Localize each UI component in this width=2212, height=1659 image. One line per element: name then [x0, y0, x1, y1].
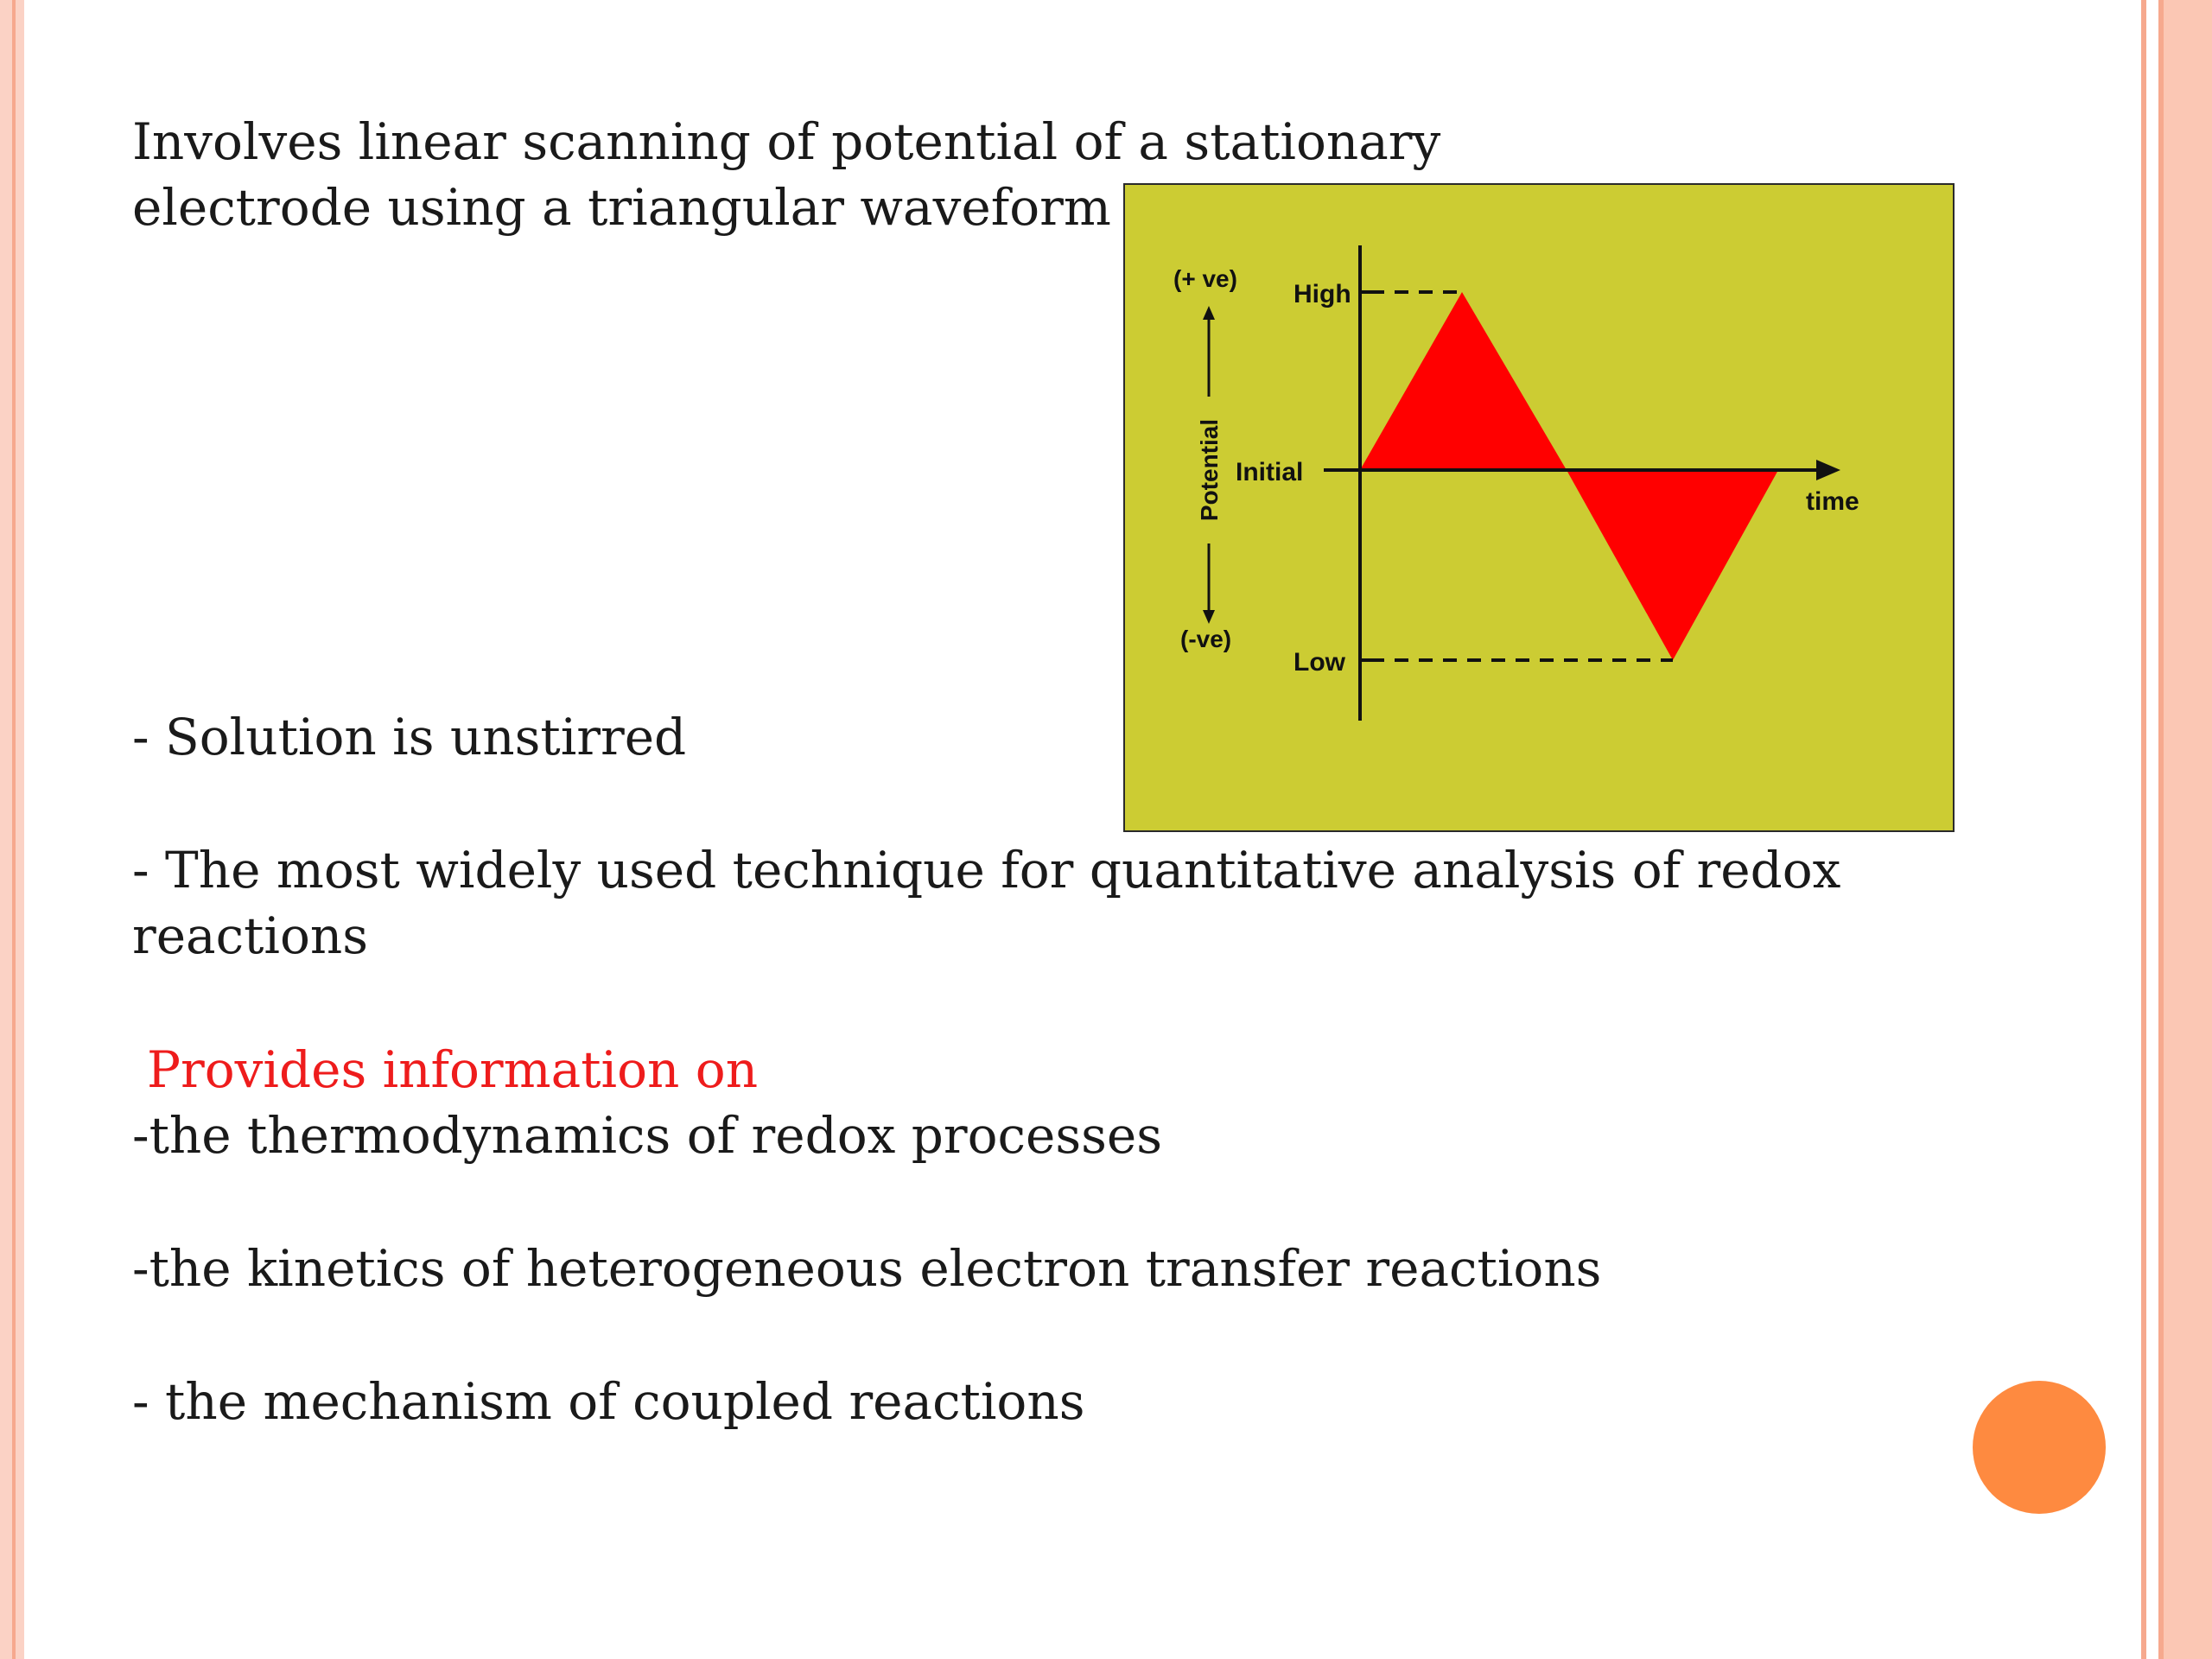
info-heading: Provides information on [147, 1040, 759, 1099]
waveform-positive-lobe [1360, 292, 1567, 470]
negative-polarity-label: (-ve) [1180, 626, 1232, 652]
potential-axis-title: Potential [1196, 418, 1223, 522]
info-item-kinetics: -the kinetics of heterogeneous electron transfer reactions [132, 1239, 1602, 1298]
decorative-orange-circle [1973, 1381, 2106, 1514]
left-border-line [12, 0, 16, 1659]
waveform-diagram [1125, 185, 1953, 830]
level-high-label: High [1294, 280, 1351, 308]
bullet-unstirred: - Solution is unstirred [132, 708, 687, 766]
intro-line-1: Involves linear scanning of potential of a stationary [132, 112, 1441, 171]
right-border-stripe [2158, 0, 2164, 1659]
time-axis-label: time [1806, 487, 1859, 516]
info-item-mechanism: - the mechanism of coupled reactions [132, 1372, 1085, 1431]
bullet-technique-line-2: reactions [132, 906, 369, 965]
level-initial-label: Initial [1236, 458, 1304, 486]
triangular-waveform-figure [1123, 183, 1955, 832]
positive-polarity-label: (+ ve) [1173, 265, 1237, 292]
potential-down-arrowhead [1203, 610, 1215, 624]
potential-up-arrowhead [1203, 306, 1215, 320]
time-axis-arrowhead [1816, 460, 1840, 480]
bullet-technique-line-1: - The most widely used technique for quantitative analysis of redox [132, 841, 1841, 899]
right-border [2141, 0, 2212, 1659]
right-border-gap [2146, 0, 2158, 1659]
info-item-thermodynamics: -the thermodynamics of redox processes [132, 1106, 1162, 1165]
intro-line-2: electrode using a triangular waveform [132, 178, 1111, 237]
level-low-label: Low [1294, 648, 1345, 677]
waveform-negative-lobe [1567, 470, 1778, 660]
